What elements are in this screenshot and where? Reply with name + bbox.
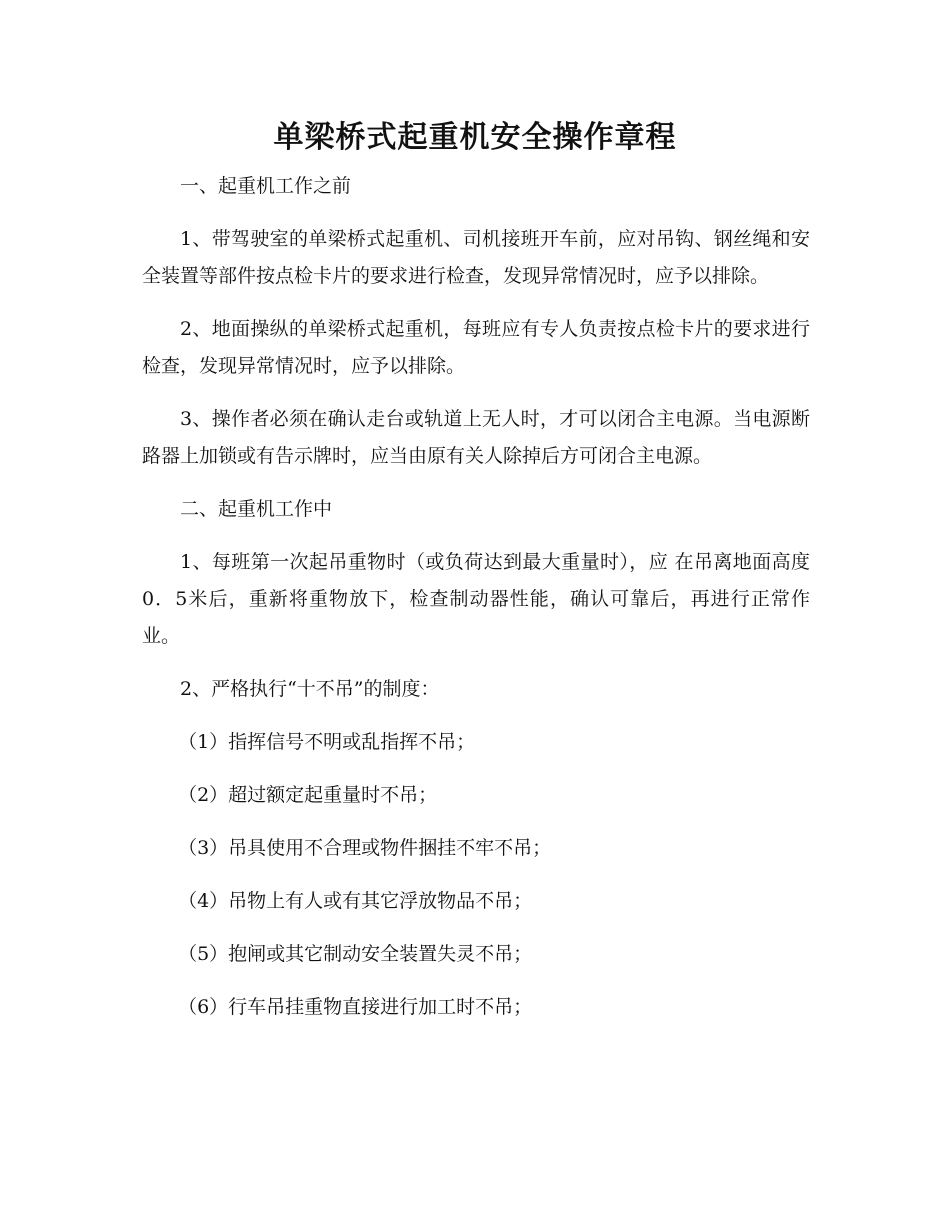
paragraph-first-lift-test: 1、每班第一次起吊重物时（或负荷达到最大重量时），应 在吊离地面高度0．5米后，重新将重物放下，检查制动器性能，确认可靠后，再进行正常作业。	[142, 551, 810, 647]
paragraph-cab-crane-check: 1、带驾驶室的单梁桥式起重机、司机接班开车前，应对吊钩、钢丝绳和安全装置等部件按点检卡片的要求进行检查，发现异常情况时，应予以排除。	[142, 228, 810, 287]
list-item: （3）吊具使用不合理或物件捆挂不牢不吊；	[178, 837, 552, 859]
document-body	[142, 168, 810, 1042]
list-item: （4）吊物上有人或有其它浮放物品不吊；	[178, 890, 533, 912]
document-title: 单梁桥式起重机安全操作章程	[273, 120, 677, 155]
paragraph-ten-no-lift-rule: 2、严格执行“十不吊”的制度：	[180, 678, 440, 700]
paragraph-main-power: 3、操作者必须在确认走台或轨道上无人时，才可以闭合主电源。当电源断路器上加锁或有告示牌时，应当由原有关人除掉后方可闭合主电源。	[142, 408, 810, 467]
section-heading-during-work: 二、起重机工作中	[180, 498, 333, 520]
list-item: （1）指挥信号不明或乱指挥不吊；	[178, 731, 476, 753]
paragraph-ground-operated-check: 2、地面操纵的单梁桥式起重机，每班应有专人负责按点检卡片的要求进行检查，发现异常情况时，应予以排除。	[142, 318, 810, 377]
list-item: （6）行车吊挂重物直接进行加工时不吊；	[178, 996, 533, 1018]
list-item: （2）超过额定起重量时不吊；	[178, 784, 438, 806]
section-heading-before-work: 一、起重机工作之前	[180, 175, 352, 197]
list-item: （5）抱闸或其它制动安全装置失灵不吊；	[178, 943, 533, 965]
